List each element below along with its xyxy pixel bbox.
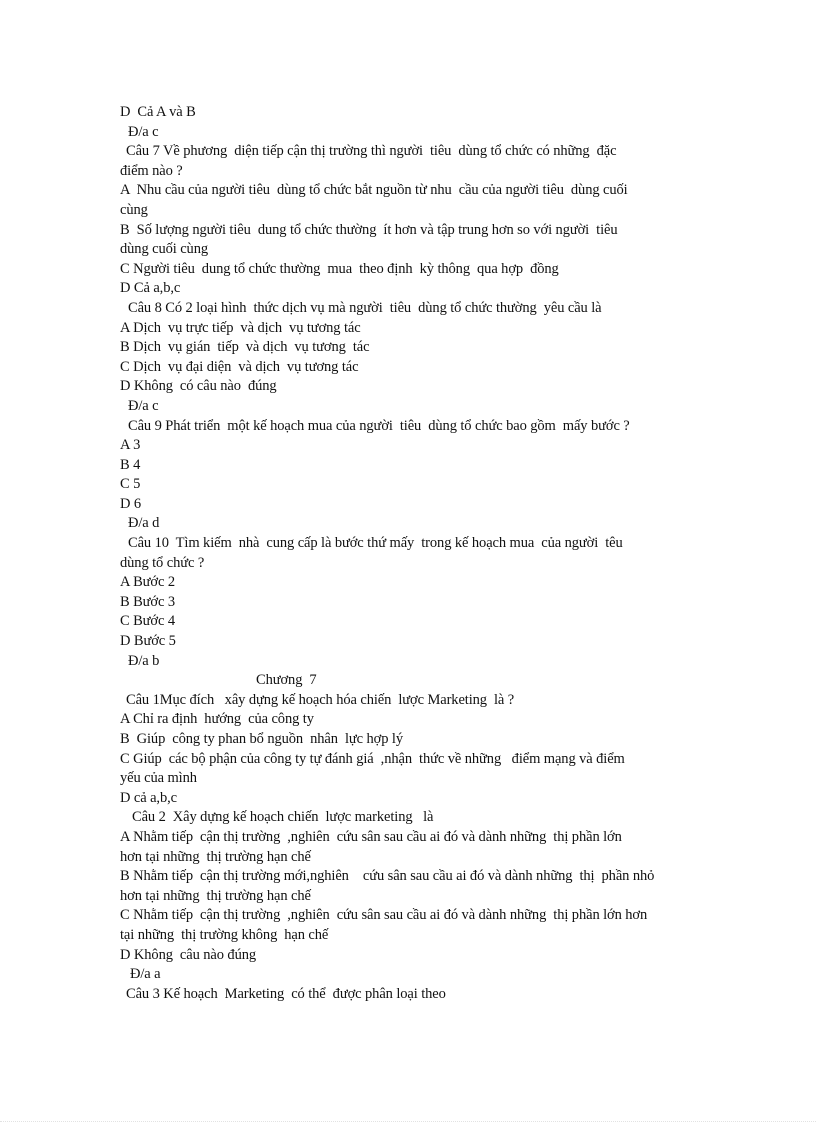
text-line: điểm nào ?: [120, 162, 183, 179]
chapter-heading: Chương 7: [256, 672, 317, 689]
text-line: hơn tại những thị trường hạn chế: [120, 887, 311, 904]
question-line: Câu 2 Xây dựng kế hoạch chiến lược marketing là: [132, 809, 434, 826]
text-line: D Cả A và B: [120, 104, 196, 120]
answer-line: Đ/a a: [130, 966, 161, 983]
option-line: C Nhằm tiếp cận thị trường ,nghiên cứu sân sau cầu ai đó và dành những thị phần lớn hơn: [120, 907, 648, 924]
option-line: B Nhằm tiếp cận thị trường mới,nghiên cứu sân sau cầu ai đó và dành những thị phần nhỏ: [120, 868, 655, 885]
question-line: Câu 8 Có 2 loại hình thức dịch vụ mà người tiêu dùng tổ chức thường yêu cầu là: [128, 299, 602, 316]
question-line: Câu 9 Phát triển một kế hoạch mua của người tiêu dùng tổ chức bao gồm mấy bước ?: [128, 417, 630, 434]
answer-line: Đ/a c: [128, 397, 159, 414]
option-line: D Cả a,b,c: [120, 280, 181, 297]
document-body: [0, 103, 816, 1004]
option-line: B Số lượng người tiêu dung tổ chức thường ít hơn và tập trung hơn so với người tiêu: [120, 221, 618, 238]
option-line: D Không câu nào đúng: [120, 946, 257, 963]
text-line: cùng: [120, 201, 148, 218]
option-line: B Giúp công ty phan bổ nguồn nhân lực hợp lý: [120, 731, 403, 747]
option-line: D Không có câu nào đúng: [120, 378, 277, 395]
option-line: D Bước 5: [120, 633, 176, 650]
text-line: yếu của mình: [120, 770, 197, 787]
question-line: Câu 1Mục đích xây dựng kế hoạch hóa chiến lược Marketing là ?: [126, 691, 515, 708]
option-line: C 5: [120, 476, 141, 493]
answer-line: Đ/a d: [128, 515, 160, 532]
option-line: A Bước 2: [120, 574, 176, 591]
option-line: A Nhằm tiếp cận thị trường ,nghiên cứu sân sau cầu ai đó và dành những thị phần lớn: [120, 828, 622, 845]
option-line: A Dịch vụ trực tiếp và dịch vụ tương tác: [120, 319, 361, 336]
text-line: tại những thị trường không hạn chế: [120, 926, 329, 943]
text-line: hơn tại những thị trường hạn chế: [120, 848, 311, 865]
question-line: Câu 3 Kế hoạch Marketing có thể được phân loại theo: [126, 985, 446, 1002]
option-line: B Dịch vụ gián tiếp và dịch vụ tương tác: [120, 339, 370, 356]
text-line: dùng tổ chức ?: [120, 554, 205, 571]
option-line: B 4: [120, 456, 141, 473]
option-line: C Dịch vụ đại diện và dịch vụ tương tác: [120, 358, 359, 375]
question-line: Câu 7 Về phương diện tiếp cận thị trường thì người tiêu dùng tổ chức có những đặc: [126, 143, 617, 160]
option-line: C Giúp các bộ phận của công ty tự đánh giá ,nhận thức về những điểm mạng và điểm: [120, 750, 625, 767]
answer-line: Đ/a b: [128, 652, 160, 669]
option-line: B Bước 3: [120, 593, 176, 610]
answer-line: Đ/a c: [128, 123, 159, 140]
option-line: A Chỉ ra định hướng của công ty: [120, 711, 314, 728]
option-line: A 3: [120, 437, 141, 454]
option-line: C Bước 4: [120, 613, 176, 630]
option-line: D 6: [120, 495, 142, 512]
text-line: dùng cuối cùng: [120, 241, 209, 258]
option-line: D cả a,b,c: [120, 789, 177, 806]
option-line: A Nhu cầu của người tiêu dùng tổ chức bắt nguồn từ nhu cầu của người tiêu dùng cuối: [120, 182, 628, 199]
option-line: C Người tiêu dung tổ chức thường mua theo định kỳ thông qua hợp đồng: [120, 260, 559, 277]
question-line: Câu 10 Tìm kiếm nhà cung cấp là bước thứ mấy trong kế hoạch mua của người têu: [128, 535, 623, 552]
